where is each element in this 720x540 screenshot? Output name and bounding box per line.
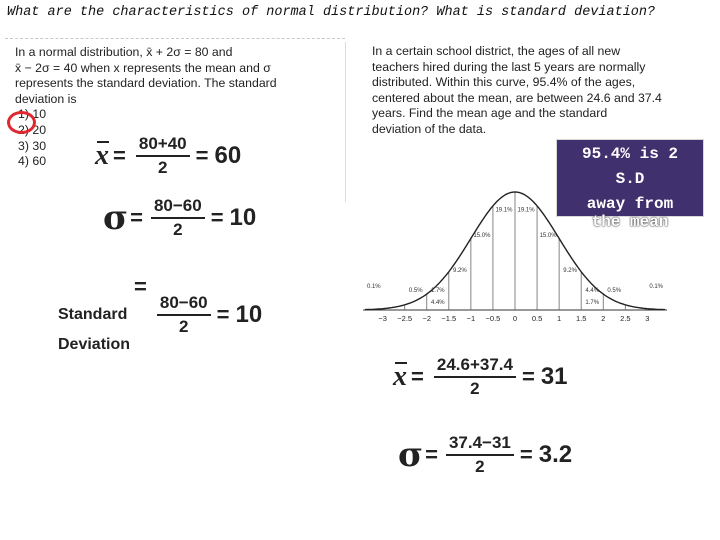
x-tick-label: 0.5 [531, 314, 543, 323]
fraction-denominator: 2 [475, 457, 485, 476]
fraction-numerator: 24.6+37.4 [434, 355, 516, 378]
callout-line: S.D [615, 170, 645, 188]
sigma-symbol: σ [398, 435, 424, 475]
left-problem-line: In a normal distribution, x̄ + 2σ = 80 and [15, 45, 233, 59]
x-tick-label: 3 [645, 314, 650, 323]
x-bar-symbol: x [95, 140, 109, 171]
title-divider [5, 38, 345, 39]
right-sigma-result: 3.2 [538, 441, 573, 468]
left-mean-equation: x = $\frac{80+40}{2}$ = 60 [95, 134, 242, 177]
fraction-numerator: 37.4−31 [446, 433, 514, 456]
fraction-numerator: 80−60 [157, 293, 211, 316]
fraction-numerator: 80−60 [151, 196, 205, 219]
x-tick-label: −2 [422, 314, 432, 323]
x-tick-label: −0.5 [485, 314, 501, 323]
right-problem-line: In a certain school district, the ages of all new [372, 44, 621, 58]
region-percent-label: 9.2% [563, 267, 577, 274]
x-tick-label: −1.5 [441, 314, 457, 323]
x-tick-label: 1.5 [575, 314, 587, 323]
fraction-numerator: 80+40 [136, 134, 190, 157]
right-problem-line: teachers hired during the last 5 years are normally [372, 59, 646, 74]
right-problem-line: centered about the mean, are between 24.6 and 37.4 [372, 90, 662, 105]
x-tick-label: 2 [601, 314, 606, 323]
region-percent-label: 4.4% [430, 300, 445, 306]
fraction-denominator: 2 [470, 379, 480, 398]
right-mean-equation: x = $\frac{24.6+37.4}{2}$ = 31 [393, 355, 568, 398]
region-percent-label: 15.0% [539, 232, 557, 239]
fraction-denominator: 2 [158, 158, 168, 177]
left-sigma-result: 10 [229, 204, 257, 231]
callout-overflow-text: the mean [591, 213, 669, 231]
left-problem-line: represents the standard deviation. The standard [15, 76, 277, 91]
sd-label-line: Deviation [58, 336, 131, 353]
region-percent-label: 0.1% [366, 284, 381, 290]
choice-item: 3) 30 [18, 138, 47, 153]
region-percent-label: 0.1% [649, 284, 664, 290]
sigma-symbol: σ [103, 198, 129, 238]
x-bar-symbol: x [393, 361, 407, 392]
region-percent-label: 19.1% [517, 207, 535, 214]
left-problem-line: deviation is [15, 91, 77, 106]
region-percent-label: 9.2% [453, 267, 467, 274]
region-percent-label: 0.5% [607, 288, 622, 294]
callout-box [556, 139, 704, 217]
right-problem [372, 44, 702, 138]
x-tick-label: −3 [378, 314, 387, 323]
left-sd-equation: Standard Deviation = $\frac{80-60}{2}$ = 10 [58, 270, 262, 360]
left-sd-result: 10 [235, 301, 263, 328]
left-mean-result: 60 [214, 142, 242, 169]
right-problem-line: years. Find the mean age and the standard [372, 106, 608, 121]
callout-line: away from [586, 195, 674, 213]
answer-circle [7, 111, 36, 134]
right-problem-line: deviation of the data. [372, 121, 487, 136]
right-problem-line: distributed. Within this curve, 95.4% of the ages, [372, 75, 636, 90]
page-title: What are the characteristics of normal distribution? What is standard deviation? [7, 5, 656, 20]
choice-item: 1) 10 [18, 107, 47, 122]
region-percent-label: 4.4% [585, 288, 600, 294]
x-tick-label: 1 [557, 314, 562, 323]
left-problem-line: x̄ − 2σ = 40 when x represents the mean and σ [15, 60, 271, 75]
region-percent-label: 1.7% [430, 288, 445, 294]
fraction-denominator: 2 [179, 317, 189, 336]
left-sigma-equation: σ = $\frac{80-60}{2}$ = 10 [103, 196, 257, 239]
column-divider [345, 42, 346, 202]
right-sigma-equation: σ = $\frac{37.4-31}{2}$ = 3.2 [398, 433, 573, 476]
region-percent-label: 15.0% [473, 232, 491, 239]
x-tick-label: −2.5 [397, 314, 413, 323]
fraction-denominator: 2 [173, 220, 183, 239]
region-percent-label: 0.5% [408, 288, 423, 294]
region-percent-label: 1.7% [585, 300, 600, 306]
x-tick-label: −1 [466, 314, 476, 323]
callout-line: 95.4% is 2 [581, 145, 678, 163]
choice-item: 4) 60 [18, 154, 47, 169]
x-tick-label: 2.5 [620, 314, 631, 323]
sd-label-line: Standard [58, 306, 128, 323]
choice-item: 2) 20 [18, 122, 47, 137]
right-mean-result: 31 [540, 363, 568, 390]
sd-label [58, 300, 130, 360]
x-tick-label: 0 [512, 314, 518, 323]
region-percent-label: 19.1% [495, 207, 513, 214]
